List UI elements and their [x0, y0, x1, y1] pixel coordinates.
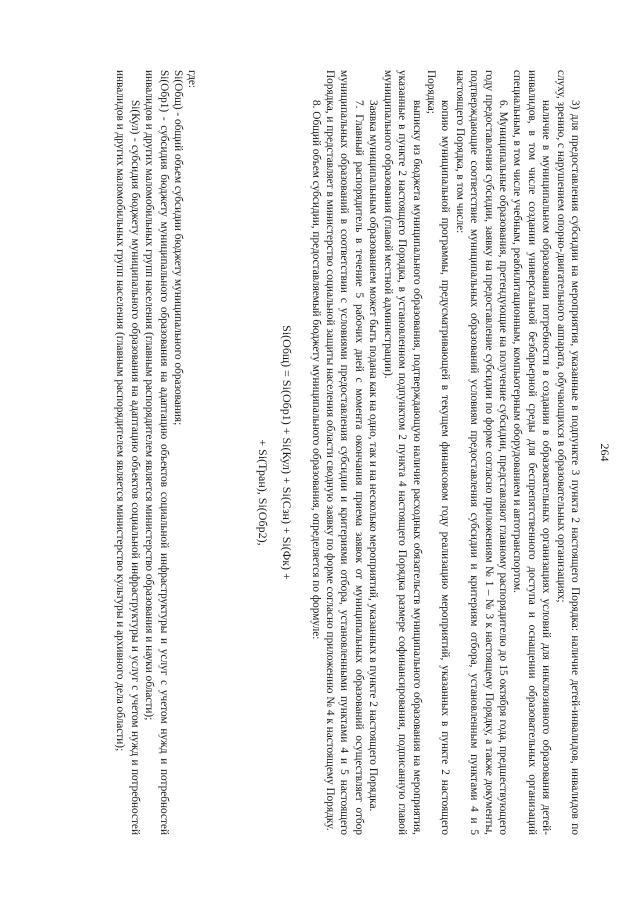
paragraph-section-8: 8. Общий объем субсидии, предоставляемый бюджету муниципального образования, определяется по формуле: — [309, 100, 322, 640]
paragraph-subsidy-conditions: 3) для предоставления субсидии на мероприятия, указанные в подпункте 3 пункта 2 настоящего Порядка: наличие детей-инвалидов, инвалидов по слуху, зрению, с нарушением опорно-двигательного аппарата, обучающихся в образовательных организациях; — [554, 70, 581, 835]
definition-education: Si(Обр1) - субсидия бюджету муниципального образования на адаптацию объектов социальной инфраструктуры и услуг с учетом нужд и потребностей инвалидов и других маломобильных групп населения (главным распорядителем является министерство образования и науки области); — [143, 70, 170, 835]
paragraph-section-7: 7. Главный распорядитель в течение 5 рабочих дней с момента окончания приема заявок от муниципальных образований осуществляет отбор муниципальных образований в соответствии с условиями предоставления субсидии и критериями отбора, установленными пунктами 4 и 5 настоящего Порядка, и представляет в министерство социальной защиты населения области сводную заявку по форме согласно приложению № 4 к настоящему Порядку. — [324, 70, 365, 835]
definition-total: Si(Общ) - общий объем субсидии бюджету муниципального образования; — [172, 70, 185, 426]
paragraph-budget-extract: выписку из бюджета муниципального образования, подтверждающую наличие расходных обязательств муниципального образования на мероприятия, указанные в пункте 2 настоящего Порядка, в установленном подпунктом 2 пункта 4 настоящего Порядка размере софинансирования, подписанную главой муниципального образования (главой местной администрации). — [381, 70, 423, 835]
formula-line-1: Si(Общ) = Si(Обр1) + Si(Кул) + Si(Сзн) + Si(Фк) + — [280, 325, 295, 580]
definition-culture: Si(Кул) - субсидия бюджету муниципального образования на адаптацию объектов социальной инфраструктуры и услуг с учетом нужд и потребностей инвалидов и других маломобильных групп населения (главным распорядителем является министерство культуры и архивного дела области); — [114, 70, 141, 835]
paragraph-application-note: Заявка муниципальным образованием может быть подана как на одно, так и на несколько мероприятий, указанных в пункте 2 настоящего Порядка. — [367, 100, 380, 812]
paragraph-program-copy: копию муниципальной программы, предусматривающей в текущем финансовом году реализацию мероприятий, указанных в пункте 2 настоящего Порядка; — [424, 70, 452, 835]
formula-line-2: + Si(Тран), Si(Обр2), — [255, 439, 270, 546]
document-body — [113, 70, 582, 835]
paragraph-inclusive-education: наличие в муниципальном образовании потребности в создании в образовательных организациях условий для инклюзивного образования детей-инвалидов, в том числе создании универсальной безбарьерной среды для беспрепятственного доступа и оснащении образовательных организаций специальным, в том числе учебным, реабилитационным, компьютерным оборудованием и автотранспортом. — [511, 70, 553, 835]
page-number: 264 — [598, 443, 612, 462]
where-label: где: — [186, 70, 199, 88]
paragraph-section-6: 6. Муниципальные образования, претендующие на получение субсидии, представляют главному распорядителю до 15 октября года, предшествующего году предоставления субсидии, заявку на предоставление субсидии по форме согласно приложениям № 1 – № 3 к настоящему Порядку, а также документы, подтверждающие соответствие муниципальных образований условиям предоставления субсидии и критериям отбора, установленным пунктами 4 и 5 настоящего Порядка, в том числе: — [453, 70, 509, 835]
